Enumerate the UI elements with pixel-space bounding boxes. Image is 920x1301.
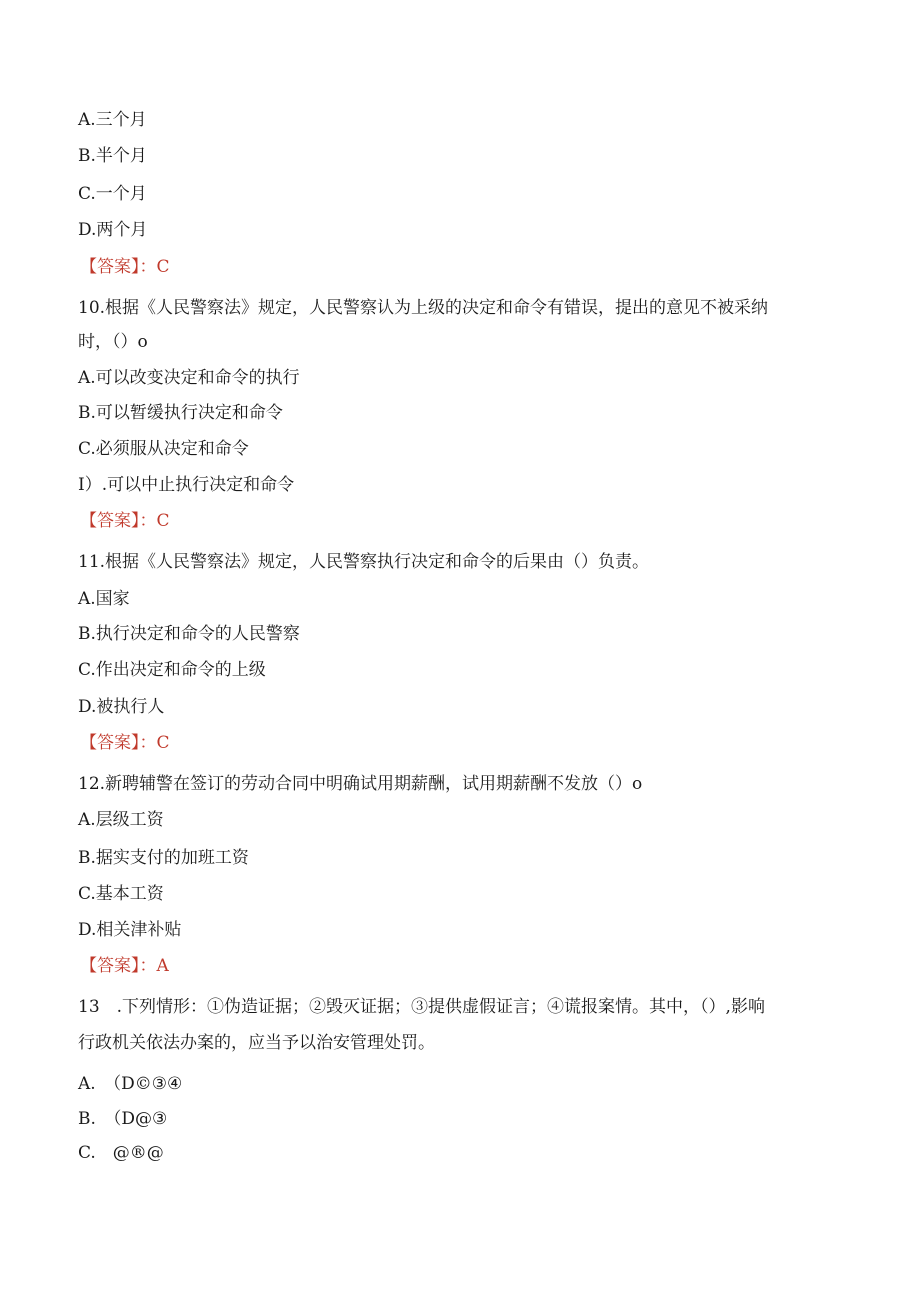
q11-option-d: D.被执行人 (78, 697, 165, 717)
q13-option-b: B. （D@③ (78, 1109, 168, 1129)
q9-option-d: D.两个月 (78, 220, 148, 240)
q10-stem-line-1: 10.根据《人民警察法》规定，人民警察认为上级的决定和命令有错误，提出的意见不被采纳 (78, 298, 769, 318)
q13-stem-line-2: 行政机关依法办案的，应当予以治安管理处罚。 (78, 1033, 435, 1053)
q10-option-b: B.可以暂缓执行决定和命令 (78, 403, 283, 423)
q10-answer: 【答案】：C (80, 511, 170, 531)
q9-answer: 【答案】：C (80, 257, 170, 277)
q11-option-c: C.作出决定和命令的上级 (78, 660, 266, 680)
q13-option-a: A. （D©③④ (78, 1074, 183, 1094)
q13-stem-line-1: 13 .下列情形：①伪造证据；②毁灭证据；③提供虚假证言；④谎报案情。其中，（）,影响 (78, 997, 765, 1017)
q11-stem: 11.根据《人民警察法》规定，人民警察执行决定和命令的后果由（）负责。 (78, 552, 650, 572)
q9-option-c: C.一个月 (78, 184, 147, 204)
q9-option-a: A.三个月 (78, 110, 147, 130)
q12-option-c: C.基本工资 (78, 884, 164, 904)
q10-option-a: A.可以改变决定和命令的执行 (78, 368, 300, 388)
q10-option-c: C.必须服从决定和命令 (78, 439, 249, 459)
q12-option-b: B.据实支付的加班工资 (78, 848, 249, 868)
q13-option-c: C. @®@ (78, 1143, 164, 1163)
q11-option-a: A.国家 (78, 589, 130, 609)
q11-option-b: B.执行决定和命令的人民警察 (78, 624, 300, 644)
q11-answer: 【答案】：C (80, 733, 170, 753)
q10-stem-line-2: 时，（）o (78, 332, 148, 352)
q12-answer: 【答案】：A (80, 956, 169, 976)
q10-option-d: I）.可以中止执行决定和命令 (78, 475, 295, 495)
q12-option-a: A.层级工资 (78, 810, 164, 830)
q9-option-b: B.半个月 (78, 146, 147, 166)
q12-option-d: D.相关津补贴 (78, 920, 182, 940)
q12-stem: 12.新聘辅警在签订的劳动合同中明确试用期薪酬，试用期薪酬不发放（）o (78, 774, 643, 794)
